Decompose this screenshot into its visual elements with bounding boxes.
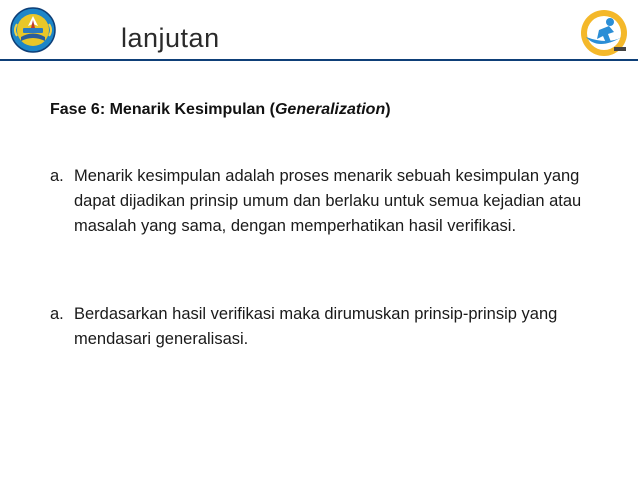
tut-wuri-handayani-logo [9,6,57,54]
section-heading [50,101,391,119]
list-marker: a. [50,167,64,185]
list-item-text: Menarik kesimpulan adalah proses menarik sebuah kesimpulan yang dapat dijadikan prinsip umum dan berlaku untuk semua kejadian atau masalah yang sama, dengan memperhatikan hasil verifikasi. [74,167,582,235]
heading-suffix: ) [385,101,391,118]
kurikulum-2013-logo [578,7,630,59]
heading-prefix: Fase 6: Menarik Kesimpulan ( [50,101,275,118]
page-title: lanjutan [121,23,220,53]
list-marker: a. [50,305,64,323]
header-divider [0,59,638,61]
list-item [50,164,610,239]
list-item-text: Berdasarkan hasil verifikasi maka dirumuskan prinsip-prinsip yang mendasari generalisasi. [74,305,558,348]
slide-header [0,0,638,60]
list-item [50,302,610,352]
heading-emphasis: Generalization [274,101,386,118]
